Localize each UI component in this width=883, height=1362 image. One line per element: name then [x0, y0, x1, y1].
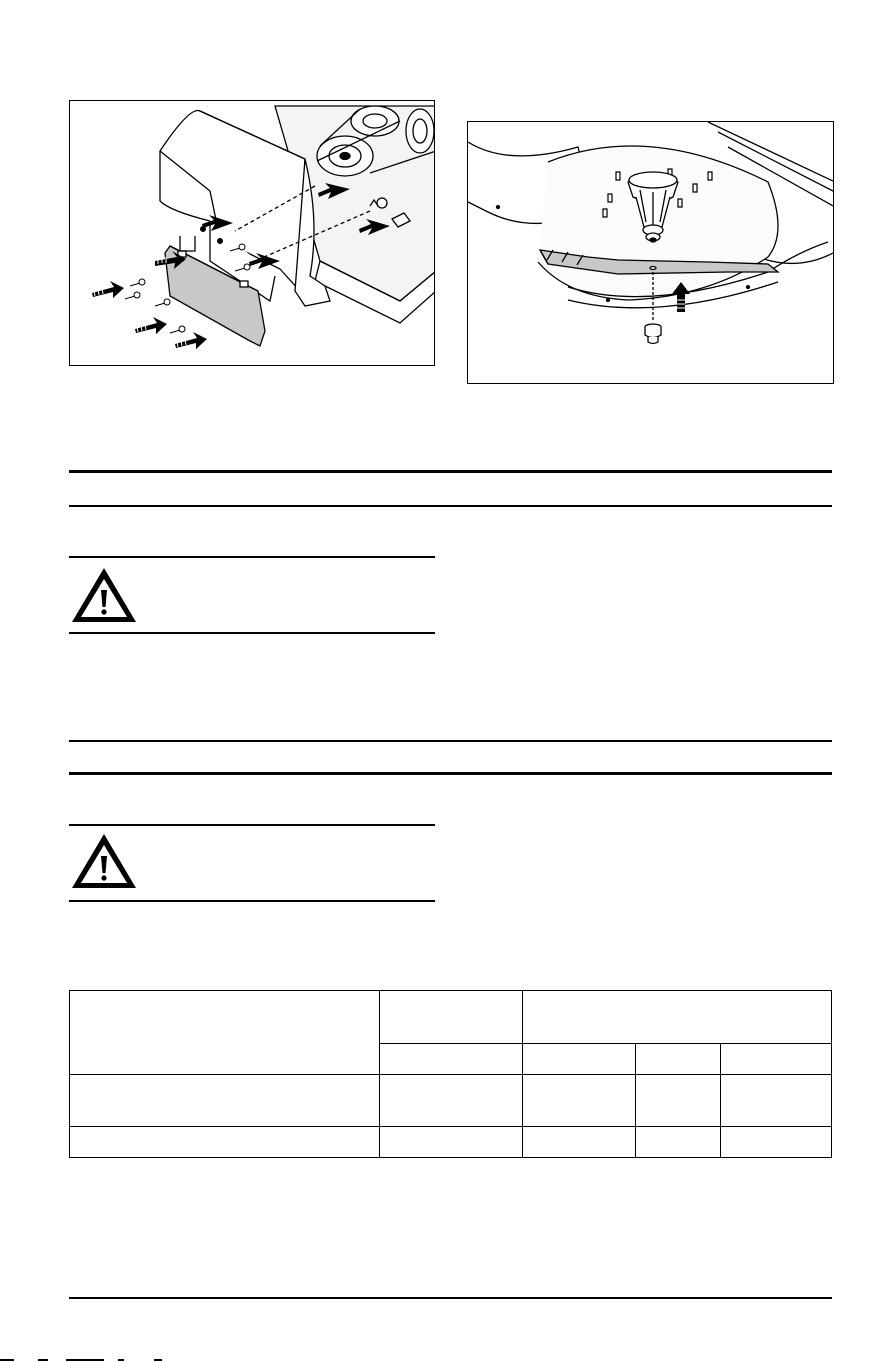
- table-header-cell-1: [70, 991, 380, 1075]
- footer-mark-2: [38, 1359, 48, 1361]
- table-row-1-cell-4: [636, 1075, 721, 1127]
- section-2-rule-top: [69, 740, 832, 742]
- table-row-2-cell-1: [70, 1127, 380, 1158]
- section-rule-top-thin: [69, 505, 832, 507]
- warning-triangle-icon: [69, 831, 139, 891]
- blade-removal-illustration: [468, 122, 834, 384]
- table-row-1-cell-2: [380, 1075, 523, 1127]
- table-row-1-cell-5: [721, 1075, 832, 1127]
- spec-table: [69, 990, 832, 1158]
- warning-2-top-rule: [69, 824, 435, 826]
- warning-triangle-icon: [69, 565, 139, 625]
- warning-1-bottom-rule: [69, 632, 435, 634]
- table-header-cell-2: [380, 991, 523, 1044]
- table-row-2-cell-2: [380, 1127, 523, 1158]
- warning-1: [69, 565, 139, 625]
- section-2-rule-bottom: [69, 772, 832, 775]
- table-row-1-cell-3: [523, 1075, 636, 1127]
- table-subheader-cell-2: [523, 1044, 636, 1075]
- warning-1-top-rule: [69, 556, 435, 558]
- footer-rule: [69, 1297, 832, 1299]
- footer-mark-1: [0, 1359, 14, 1361]
- warning-2-bottom-rule: [69, 900, 435, 902]
- footer-mark-4: [118, 1359, 124, 1361]
- table-subheader-cell-4: [721, 1044, 832, 1075]
- footer-mark-3: [66, 1359, 104, 1361]
- table-subheader-cell-1: [380, 1044, 523, 1075]
- warning-2: [69, 831, 139, 891]
- footer-mark-5: [154, 1359, 162, 1361]
- deck-cover-removal-illustration: [70, 101, 435, 366]
- figure-blade-removal: [467, 121, 834, 384]
- figure-deck-cover-removal: [69, 100, 435, 366]
- table-header-cell-3: [523, 991, 832, 1044]
- table-subheader-cell-3: [636, 1044, 721, 1075]
- section-rule-top-thick: [69, 470, 832, 473]
- table-row-2-cell-4: [636, 1127, 721, 1158]
- table-row-2-cell-5: [721, 1127, 832, 1158]
- table-row-2-cell-3: [523, 1127, 636, 1158]
- table-row-1-cell-1: [70, 1075, 380, 1127]
